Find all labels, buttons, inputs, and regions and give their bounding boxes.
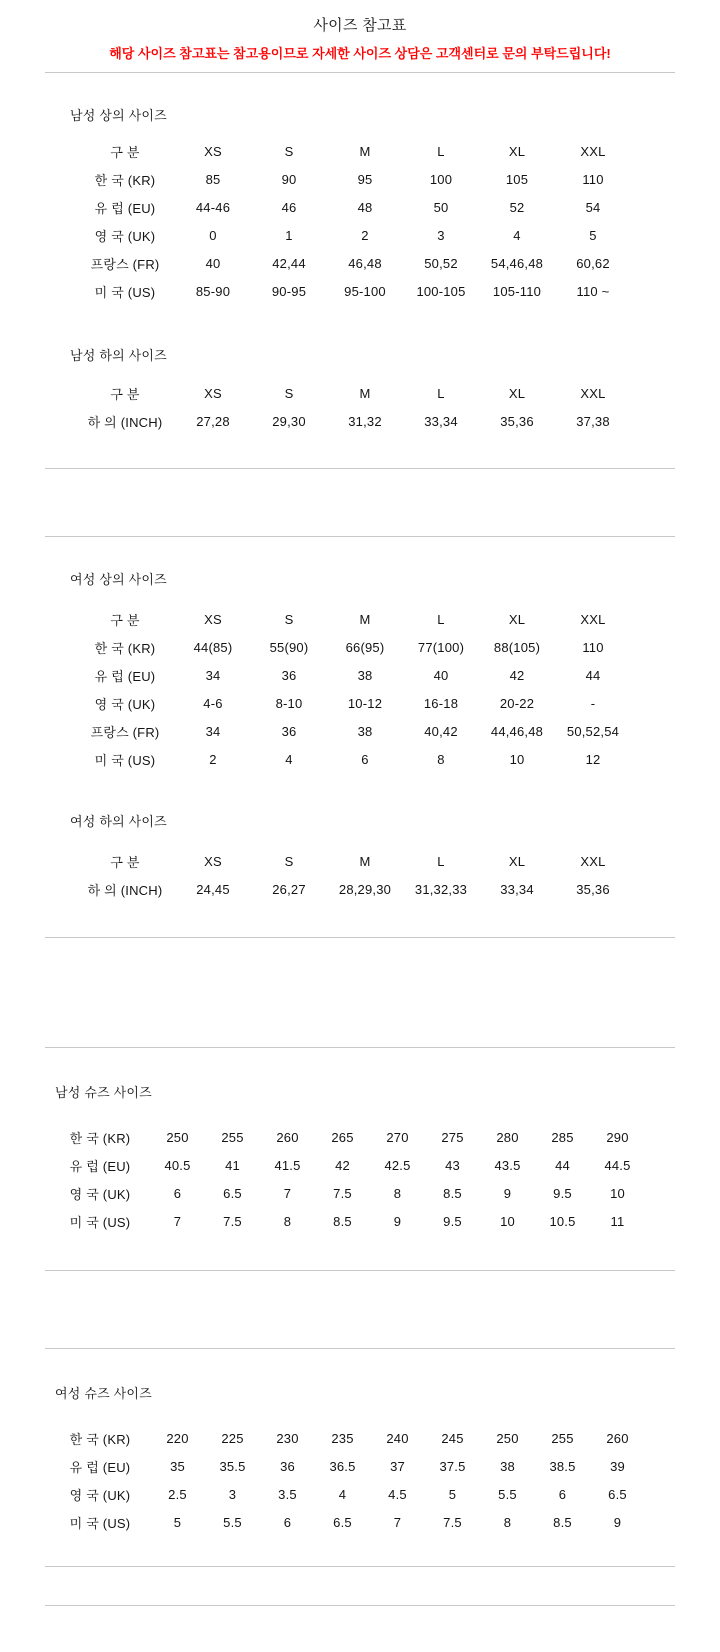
table-cell: 38 [357,667,373,683]
table-cell: 280 [496,1129,519,1145]
table-cell: 4 [338,1486,347,1502]
table-cell: - [590,695,596,711]
table-cell: 34 [205,667,221,683]
row-label: 미 국 (US) [94,752,156,768]
table-cell: 105 [505,171,529,187]
table-cell: 38 [500,1458,515,1474]
table-row [50,1123,645,1151]
table-cell: 37,38 [576,413,610,429]
table-cell: 6 [173,1185,182,1201]
column-header: L [437,853,445,869]
womens-bottoms-size-table [75,847,631,903]
table-cell: 270 [386,1129,409,1145]
table-cell: 255 [221,1129,244,1145]
table-row [50,1424,645,1452]
table-cell: 255 [551,1430,574,1446]
mens-bottoms-size-table [75,379,631,435]
womens-tops-size-table [75,605,631,773]
row-label: 영 국 (UK) [69,1186,131,1202]
table-cell: 4 [285,751,293,767]
table-cell: 4-6 [203,695,223,711]
table-cell: 55(90) [269,639,309,655]
table-row [75,745,631,773]
section-mens-bottoms [0,346,720,435]
table-cell: 90-95 [271,283,307,299]
table-cell: 33,34 [424,413,458,429]
table-cell: 85 [205,171,221,187]
divider [45,1566,675,1567]
table-row [75,193,631,221]
table-cell: 0 [209,227,217,243]
table-cell: 40,42 [424,723,458,739]
row-label: 한 국 (KR) [69,1130,131,1146]
table-row [75,661,631,689]
row-label: 하 의 (INCH) [87,414,163,430]
table-cell: 265 [331,1129,354,1145]
table-cell: 9.5 [553,1185,572,1201]
table-cell: 10 [509,751,525,767]
table-cell: 40 [205,255,221,271]
table-cell: 2 [361,227,369,243]
table-row [75,633,631,661]
table-cell: 90 [281,171,297,187]
column-header: S [284,611,294,627]
table-row [50,1508,645,1536]
table-cell: 5.5 [498,1486,517,1502]
table-cell: 46,48 [348,255,382,271]
table-row [75,689,631,717]
table-row [75,717,631,745]
column-header-label: 구 분 [110,612,140,628]
table-cell: 10-12 [347,695,383,711]
table-cell: 8-10 [275,695,303,711]
row-label: 유 럽 (EU) [94,200,156,216]
table-cell: 95-100 [344,283,386,299]
table-cell: 1 [285,227,293,243]
table-cell: 46 [281,199,297,215]
table-row [50,1151,645,1179]
divider [45,1270,675,1271]
column-header: XL [508,385,526,401]
table-cell: 12 [585,751,601,767]
table-cell: 36 [281,667,297,683]
section-womens-tops [0,570,720,773]
table-cell: 44.5 [604,1157,631,1173]
table-cell: 35 [170,1458,185,1474]
table-cell: 95 [357,171,373,187]
table-cell: 3 [228,1486,237,1502]
table-cell: 6 [558,1486,567,1502]
divider [45,1348,675,1349]
table-cell: 37 [390,1458,405,1474]
section-mens-shoes [0,1083,720,1235]
table-row [50,1480,645,1508]
womens-bottoms-heading: 여성 하의 사이즈 [70,814,167,829]
table-cell: 85-90 [195,283,231,299]
table-cell: 42,44 [272,255,306,271]
table-cell: 8 [503,1514,512,1530]
table-cell: 6.5 [333,1514,352,1530]
table-cell: 8.5 [333,1213,352,1229]
column-header: XL [508,611,526,627]
table-cell: 44(85) [193,639,233,655]
table-cell: 5.5 [223,1514,242,1530]
table-cell: 16-18 [423,695,459,711]
divider [45,1047,675,1048]
row-label: 영 국 (UK) [94,228,156,244]
table-cell: 35.5 [219,1458,246,1474]
table-cell: 8 [437,751,445,767]
table-cell: 6.5 [608,1486,627,1502]
table-cell: 100-105 [416,283,466,299]
row-label: 프랑스 (FR) [90,724,160,740]
table-cell: 42 [509,667,525,683]
table-cell: 66(95) [345,639,385,655]
column-header: S [284,853,294,869]
table-cell: 43.5 [494,1157,521,1173]
divider [45,72,675,73]
table-cell: 44 [555,1157,570,1173]
table-cell: 29,30 [272,413,306,429]
table-cell: 225 [221,1430,244,1446]
table-cell: 35,36 [576,881,610,897]
mens-tops-size-table [75,137,631,305]
table-cell: 60,62 [576,255,610,271]
table-cell: 37.5 [439,1458,466,1474]
table-cell: 35,36 [500,413,534,429]
row-label: 유 럽 (EU) [94,668,156,684]
section-womens-bottoms [0,812,720,903]
table-cell: 275 [441,1129,464,1145]
divider [45,937,675,938]
table-cell: 20-22 [499,695,535,711]
row-label: 미 국 (US) [69,1515,131,1531]
column-header: XS [204,385,222,401]
table-cell: 9.5 [443,1213,462,1229]
column-header-label: 구 분 [110,386,140,402]
table-cell: 250 [166,1129,189,1145]
column-header: M [359,611,371,627]
section-womens-shoes [0,1384,720,1536]
table-cell: 4.5 [388,1486,407,1502]
section-mens-tops [0,106,720,305]
table-cell: 38 [357,723,373,739]
table-row [50,1179,645,1207]
column-header: XS [204,853,222,869]
table-row [50,1452,645,1480]
table-cell: 110 ~ [576,283,610,299]
column-header: XXL [580,853,606,869]
table-cell: 52 [509,199,525,215]
table-cell: 240 [386,1430,409,1446]
mens-shoes-size-table [50,1123,645,1235]
row-label: 영 국 (UK) [69,1487,131,1503]
table-cell: 8.5 [443,1185,462,1201]
row-label: 유 럽 (EU) [69,1158,131,1174]
table-row [50,1207,645,1235]
table-cell: 26,27 [272,881,306,897]
table-cell: 8.5 [553,1514,572,1530]
table-cell: 34 [205,723,221,739]
table-cell: 44,46,48 [490,723,544,739]
column-header: L [437,385,445,401]
table-cell: 10 [500,1213,515,1229]
table-cell: 50,52,54 [566,723,620,739]
table-cell: 39 [610,1458,625,1474]
table-cell: 285 [551,1129,574,1145]
table-cell: 48 [357,199,373,215]
table-cell: 7 [393,1514,402,1530]
table-cell: 42 [335,1157,350,1173]
table-cell: 3.5 [278,1486,297,1502]
table-cell: 5 [448,1486,457,1502]
table-header-row [75,137,631,165]
table-cell: 105-110 [492,283,542,299]
table-cell: 41 [225,1157,240,1173]
table-cell: 44 [585,667,601,683]
table-cell: 100 [429,171,453,187]
table-row [75,221,631,249]
table-cell: 9 [393,1213,402,1229]
table-cell: 7.5 [223,1213,242,1229]
column-header: M [359,853,371,869]
table-cell: 10 [610,1185,625,1201]
table-cell: 40 [433,667,449,683]
table-cell: 38.5 [549,1458,576,1474]
table-cell: 9 [613,1514,622,1530]
table-cell: 6 [361,751,369,767]
table-cell: 27,28 [196,413,230,429]
table-cell: 24,45 [196,881,230,897]
table-cell: 110 [582,171,604,187]
table-cell: 31,32,33 [414,881,468,897]
column-header: M [359,143,371,159]
table-cell: 43 [445,1157,460,1173]
divider [45,1605,675,1606]
mens-tops-heading: 남성 상의 사이즈 [70,108,167,123]
row-label: 하 의 (INCH) [87,882,163,898]
table-cell: 230 [276,1430,299,1446]
size-disclaimer-notice: 해당 사이즈 참고표는 참고용이므로 자세한 사이즈 상담은 고객센터로 문의 부탁드립니다! [109,46,611,61]
row-label: 한 국 (KR) [69,1431,131,1447]
womens-shoes-heading: 여성 슈즈 사이즈 [55,1386,152,1401]
table-cell: 41.5 [274,1157,301,1173]
column-header: XL [508,853,526,869]
table-cell: 7.5 [333,1185,352,1201]
table-cell: 54,46,48 [490,255,544,271]
row-label: 한 국 (KR) [94,640,156,656]
womens-tops-heading: 여성 상의 사이즈 [70,572,167,587]
table-cell: 36 [281,723,297,739]
page-title: 사이즈 참고표 [313,17,407,34]
table-header-row [75,605,631,633]
table-cell: 42.5 [384,1157,411,1173]
table-cell: 7.5 [443,1514,462,1530]
table-cell: 5 [589,227,597,243]
column-header-label: 구 분 [110,854,140,870]
table-cell: 36.5 [329,1458,356,1474]
table-cell: 28,29,30 [338,881,392,897]
womens-shoes-size-table [50,1424,645,1536]
table-cell: 3 [437,227,445,243]
row-label: 미 국 (US) [69,1214,131,1230]
column-header: XS [204,611,222,627]
column-header: XL [508,143,526,159]
table-cell: 260 [606,1430,629,1446]
row-label: 영 국 (UK) [94,696,156,712]
table-row [75,277,631,305]
table-row [75,875,631,903]
table-cell: 7 [173,1213,182,1229]
table-cell: 260 [276,1129,299,1145]
column-header: XXL [580,143,606,159]
table-cell: 11 [610,1213,625,1229]
mens-shoes-heading: 남성 슈즈 사이즈 [55,1085,152,1100]
table-cell: 54 [585,199,601,215]
table-cell: 50,52 [424,255,458,271]
row-label: 유 럽 (EU) [69,1459,131,1475]
table-cell: 220 [166,1430,189,1446]
divider [45,536,675,537]
mens-bottoms-heading: 남성 하의 사이즈 [70,348,167,363]
table-row [75,165,631,193]
table-header-row [75,847,631,875]
table-cell: 8 [393,1185,402,1201]
column-header: L [437,611,445,627]
table-cell: 77(100) [417,639,465,655]
table-cell: 235 [331,1430,354,1446]
divider [45,468,675,469]
table-cell: 36 [280,1458,295,1474]
table-cell: 290 [606,1129,629,1145]
table-cell: 8 [283,1213,292,1229]
table-cell: 6.5 [223,1185,242,1201]
table-header-row [75,379,631,407]
column-header: XXL [580,611,606,627]
column-header: S [284,385,294,401]
table-cell: 6 [283,1514,292,1530]
table-cell: 9 [503,1185,512,1201]
table-row [75,249,631,277]
row-label: 미 국 (US) [94,284,156,300]
table-cell: 5 [173,1514,182,1530]
table-cell: 44-46 [195,199,231,215]
table-cell: 10.5 [549,1213,576,1229]
table-cell: 31,32 [348,413,382,429]
column-header-label: 구 분 [110,144,140,160]
table-row [75,407,631,435]
column-header: XS [204,143,222,159]
row-label: 프랑스 (FR) [90,256,160,272]
table-cell: 4 [513,227,521,243]
column-header: M [359,385,371,401]
table-cell: 2 [209,751,217,767]
table-cell: 50 [433,199,449,215]
column-header: L [437,143,445,159]
table-cell: 88(105) [493,639,541,655]
table-cell: 2.5 [168,1486,187,1502]
column-header: XXL [580,385,606,401]
table-cell: 7 [283,1185,292,1201]
row-label: 한 국 (KR) [94,172,156,188]
table-cell: 250 [496,1430,519,1446]
table-cell: 245 [441,1430,464,1446]
table-cell: 40.5 [164,1157,191,1173]
table-cell: 33,34 [500,881,534,897]
table-cell: 110 [582,639,604,655]
column-header: S [284,143,294,159]
